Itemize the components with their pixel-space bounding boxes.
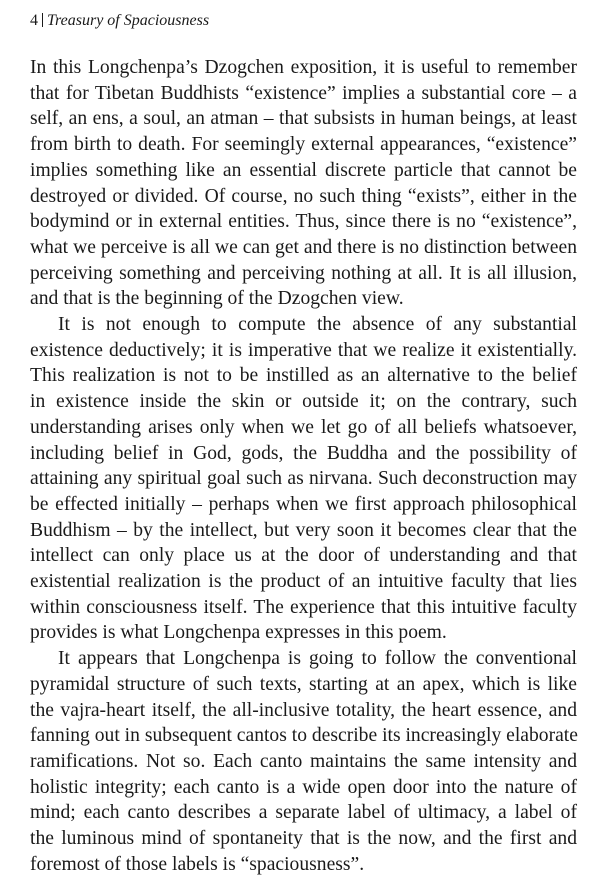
text-line: existence deductively; it is imperative that we realize it existentially. bbox=[30, 339, 577, 361]
text-line: implies something like an essential discrete particle that cannot be bbox=[30, 159, 577, 181]
text-line: that for Tibetan Buddhists “existence” implies a substantial core – a bbox=[30, 82, 577, 104]
text-line: the luminous mind of spontaneity that is the now, and the first and bbox=[30, 828, 577, 850]
text-line: destroyed or divided. Of course, no such thing “exists”, either in the bbox=[30, 185, 577, 207]
running-title: Treasury of Spaciousness bbox=[47, 12, 210, 29]
text-line: the vajra-heart itself, the all-inclusive totality, the heart essence, and bbox=[30, 699, 577, 721]
paragraph bbox=[30, 646, 577, 877]
text-line: bodymind or in external entities. Thus, since there is no “existence”, bbox=[30, 211, 577, 233]
text-line: from birth to death. For seemingly external appearances, “existence” bbox=[30, 134, 577, 156]
text-line: foremost of those labels is “spaciousness”. bbox=[30, 853, 365, 875]
text-line: including belief in God, gods, the Buddha and the possibility of bbox=[30, 442, 577, 464]
header-divider bbox=[42, 13, 43, 27]
running-header bbox=[30, 12, 209, 30]
text-line: provides is what Longchenpa expresses in this poem. bbox=[30, 622, 447, 644]
text-line: what we perceive is all we can get and there is no distinction between bbox=[30, 236, 577, 258]
text-line: It appears that Longchenpa is going to follow the conventional bbox=[58, 648, 577, 670]
text-line: be effected initially – perhaps when we first approach philosophical bbox=[30, 493, 577, 515]
paragraph bbox=[30, 312, 577, 646]
text-line: Buddhism – by the intellect, but very soon it becomes clear that the bbox=[30, 519, 577, 541]
text-line: intellect can only place us at the door of understanding and that bbox=[30, 545, 577, 567]
text-line: understanding arises only when we let go of all beliefs whatsoever, bbox=[30, 416, 577, 438]
text-line: In this Longchenpa’s Dzogchen exposition, it is useful to remember bbox=[30, 57, 577, 78]
text-line: and that is the beginning of the Dzogchen view. bbox=[30, 288, 404, 310]
text-line: holistic integrity; each canto is a wide open door into the nature of bbox=[30, 776, 577, 798]
text-line: ramifications. Not so. Each canto maintains the same intensity and bbox=[30, 750, 577, 772]
text-line: attaining any spiritual goal such as nirvana. Such deconstruction may bbox=[30, 468, 577, 490]
page-number: 4 bbox=[30, 12, 38, 29]
text-line: in existence inside the skin or outside it; on the contrary, such bbox=[30, 391, 577, 413]
text-line: self, an ens, a soul, an atman – that subsists in human beings, at least bbox=[30, 108, 577, 130]
text-line: pyramidal structure of such texts, starting at an apex, which is like bbox=[30, 673, 577, 695]
paragraph bbox=[30, 55, 577, 312]
body-text bbox=[30, 55, 577, 878]
text-line: It is not enough to compute the absence of any substantial bbox=[58, 314, 577, 336]
text-line: fanning out in subsequent cantos to describe its increasingly elaborate bbox=[30, 725, 578, 747]
text-line: within consciousness itself. The experience that this intuitive faculty bbox=[30, 596, 577, 618]
text-line: existential realization is the product of an intuitive faculty that lies bbox=[30, 571, 577, 593]
text-line: mind; each canto describes a separate label of ultimacy, a label of bbox=[30, 802, 577, 824]
text-line: perceiving something and perceiving nothing at all. It is all illusion, bbox=[30, 262, 577, 284]
text-line: This realization is not to be instilled as an alternative to the belief bbox=[30, 365, 577, 387]
